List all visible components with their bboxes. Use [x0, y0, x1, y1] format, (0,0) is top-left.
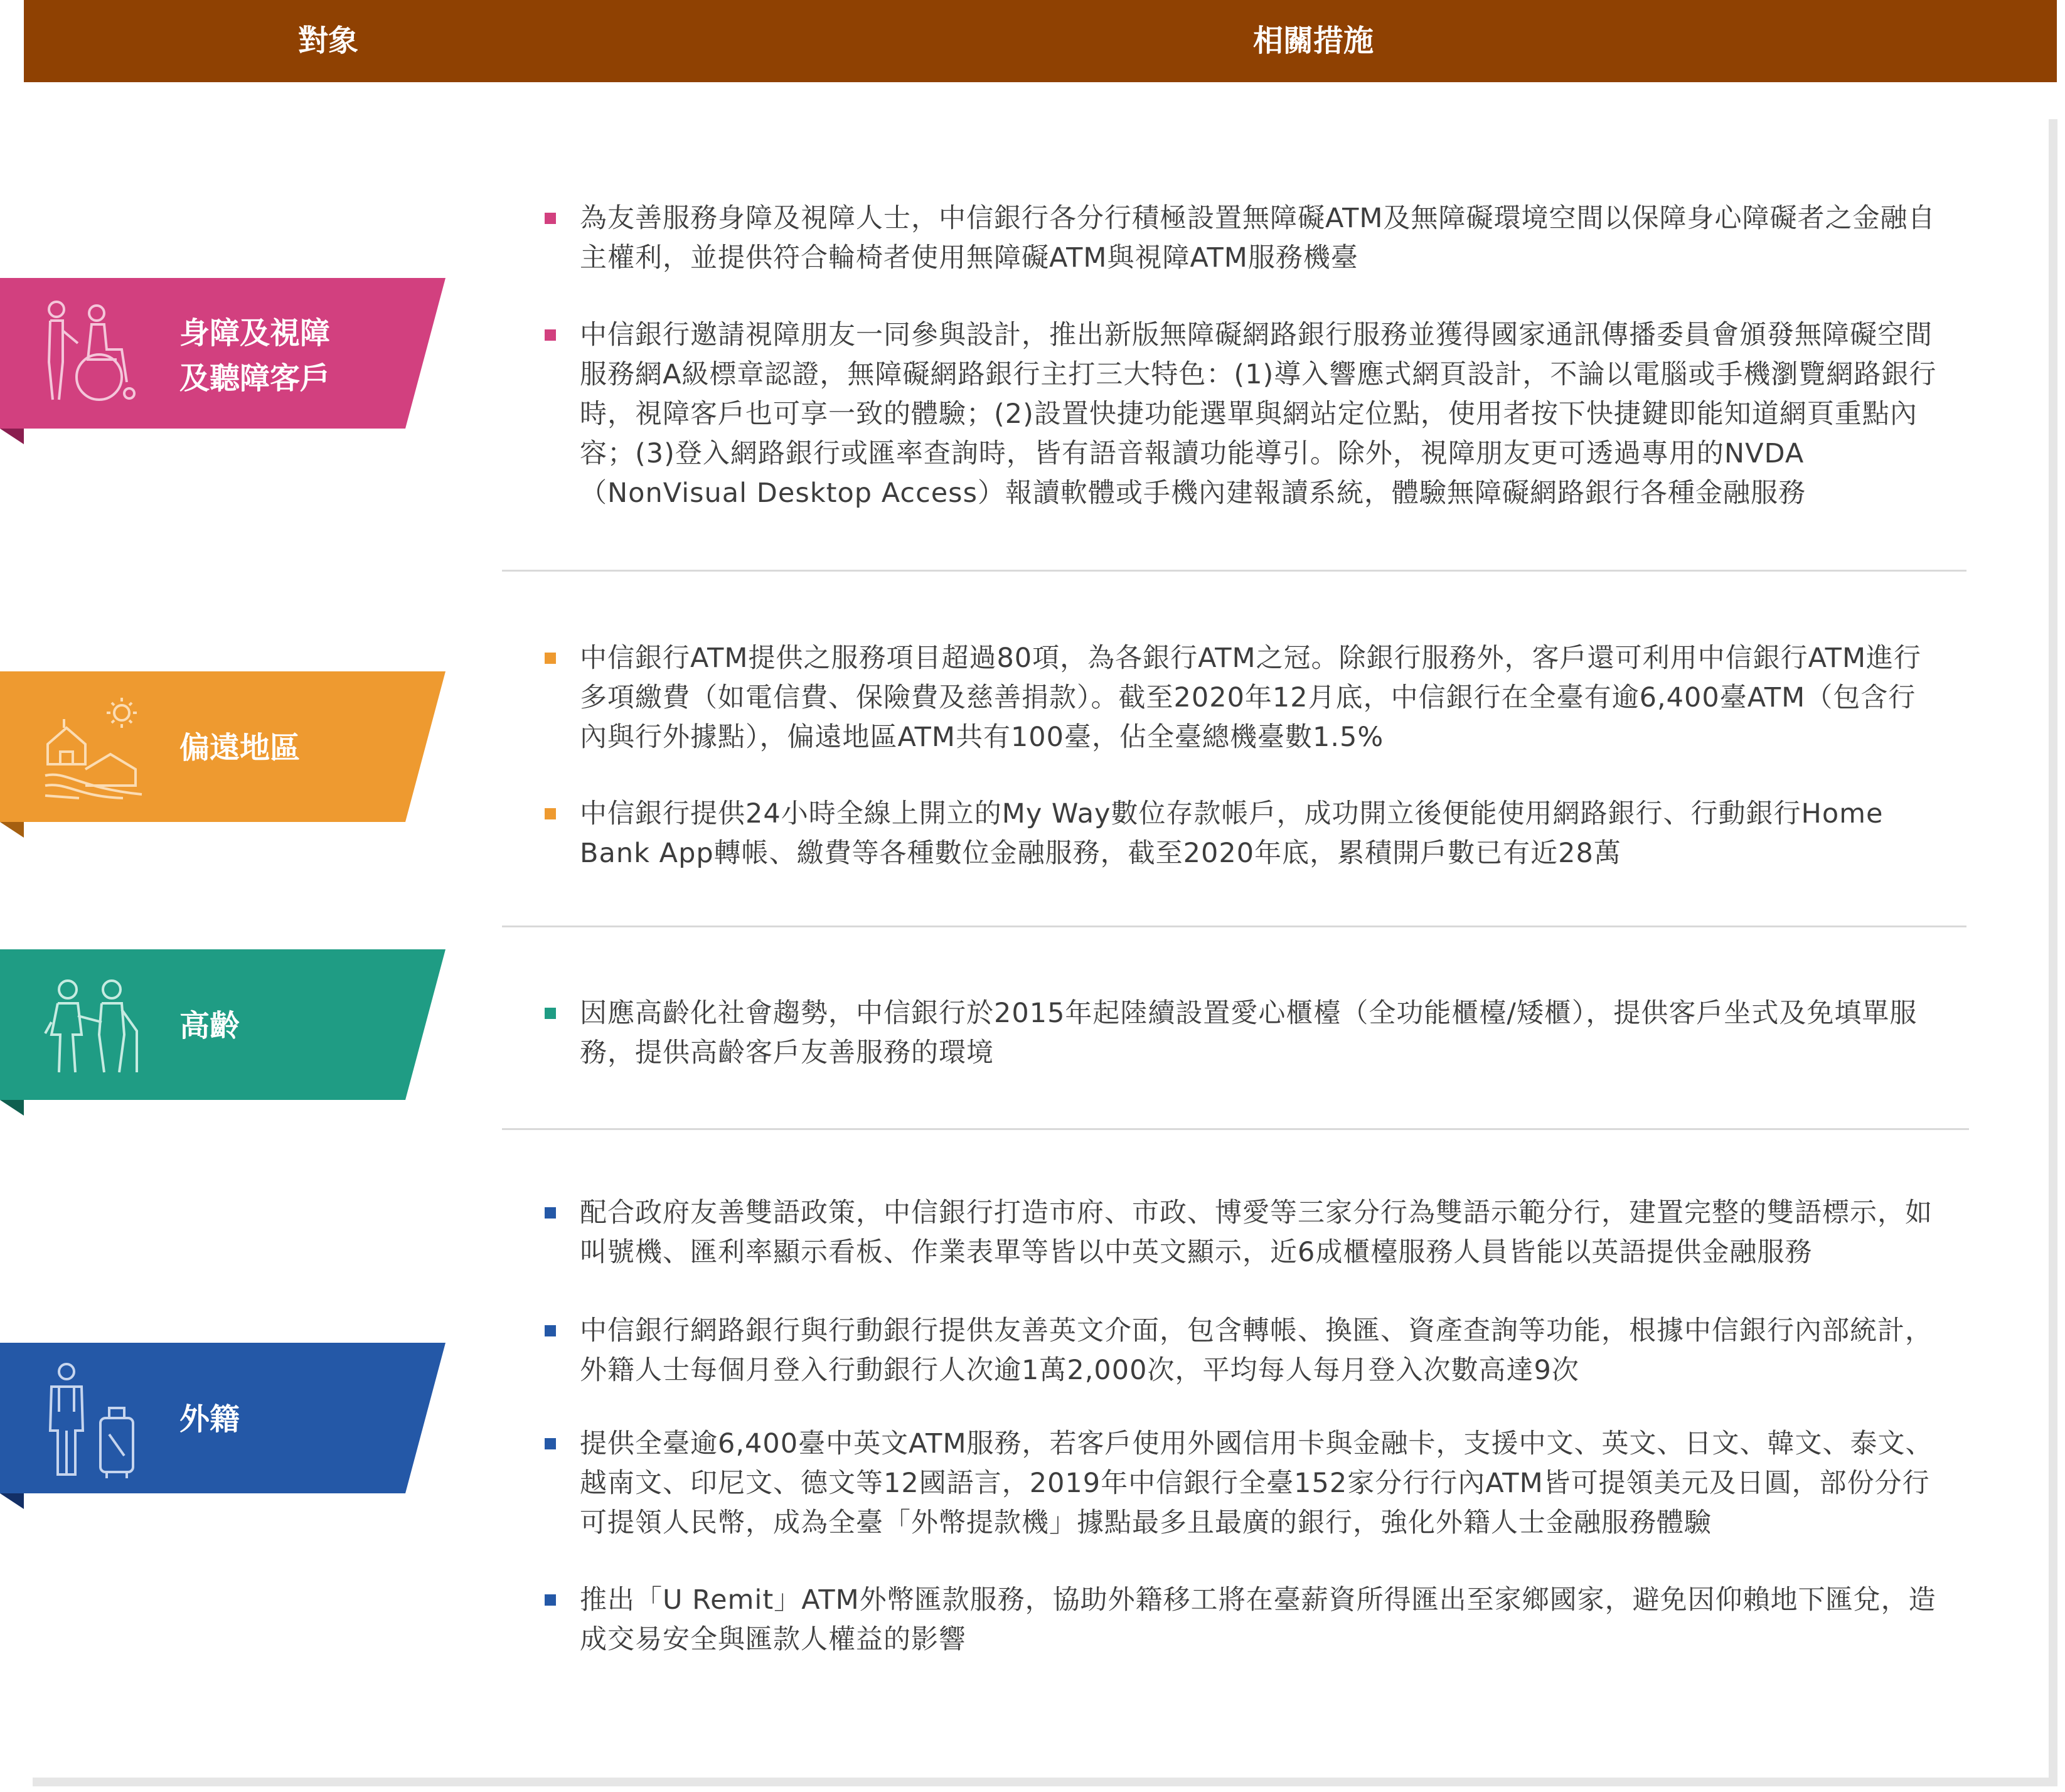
list-item: 配合政府友善雙語政策，中信銀行打造市府、市政、博愛等三家分行為雙語示範分行，建置完整的雙語標示，如叫號機、匯利率顯示看板、作業表單等皆以中英文顯示，近6成櫃檯服務人員皆能以英語提供金融服務: [580, 1197, 1933, 1268]
list-item: 因應高齡化社會趨勢，中信銀行於2015年起陸續設置愛心櫃檯（全功能櫃檯/矮櫃），提供客戶坐式及免填單服務，提供高齡客戶友善服務的環境: [580, 998, 1918, 1069]
bullet-icon: [545, 1325, 556, 1336]
page-shadow-right: [2049, 119, 2057, 1783]
bullet-icon: [545, 808, 556, 819]
banner-label: 身障及視障 及聽障客戶: [179, 316, 331, 396]
banner-disabled: [0, 278, 446, 444]
page-shadow-bottom: [33, 1778, 2057, 1786]
banner-remote: [0, 671, 446, 838]
list-item: 中信銀行提供24小時全線上開立的My Way數位存款帳戶，成功開立後便能使用網路銀行、行動銀行Home Bank App轉帳、繳費等各種數位金融服務，截至2020年底，累積開戶數已有近28萬: [580, 798, 1884, 869]
bullet-icon: [545, 329, 556, 341]
list-item: 推出「U Remit」ATM外幣匯款服務，協助外籍移工將在臺薪資所得匯出至家鄉國家，避免因仰賴地下匯兌，造成交易安全與匯款人權益的影響: [580, 1584, 1936, 1655]
bullet-icon: [545, 1008, 556, 1019]
banner-elderly: [0, 949, 446, 1116]
banner-label: 高齡: [179, 1008, 240, 1043]
bullet-icon: [545, 1207, 556, 1219]
banner-label: 外籍: [179, 1402, 240, 1437]
section-divider: [502, 1128, 1969, 1130]
list-item: 為友善服務身障及視障人士，中信銀行各分行積極設置無障礙ATM及無障礙環境空間以保障身心障礙者之金融自主權利，並提供符合輪椅者使用無障礙ATM與視障ATM服務機臺: [580, 203, 1936, 274]
list-item: 中信銀行網路銀行與行動銀行提供友善英文介面，包含轉帳、換匯、資產查詢等功能，根據中信銀行內部統計，外籍人士每個月登入行動銀行人次逾1萬2,000次，平均每人每月登入次數高達9次: [580, 1315, 1933, 1386]
section-divider: [502, 570, 1966, 572]
banner-label: 偏遠地區: [179, 730, 301, 765]
table-header: [24, 0, 2057, 82]
bullet-icon: [545, 1438, 556, 1449]
list-item: 中信銀行邀請視障朋友一同參與設計，推出新版無障礙網路銀行服務並獲得國家通訊傳播委員會頒發無障礙空間服務網A級標章認證，無障礙網路銀行主打三大特色：(1)導入響應式網頁設計，不論以電腦或手機瀏覽網路銀行時，視障客戶也可享一致的體驗；(2)設置快捷功能選單與網站定位點，使用者按下快捷鍵即能知道網頁重點內容；(3)登入網路銀行或匯率查詢時，皆有語音報讀功能導引。除外，視障朋友更可透過專用的NVDA（NonVisual Desktop Access）報讀軟體或手機內建報讀系統，體驗無障礙網路銀行各種金融服務: [580, 319, 1937, 509]
bullet-icon: [545, 1594, 556, 1606]
bullet-icon: [545, 213, 556, 224]
elderly-couple-icon: [41, 978, 148, 1079]
column-header-target: 對象: [297, 23, 358, 58]
traveler-luggage-icon: [41, 1362, 142, 1481]
bullet-icon: [545, 653, 556, 664]
banner-foreign: [0, 1343, 446, 1509]
list-item: 提供全臺逾6,400臺中英文ATM服務，若客戶使用外國信用卡與金融卡，支援中文、英文、日文、韓文、泰文、越南文、印尼文、德文等12國語言，2019年中信銀行全臺152家分行行內ATM皆可提領美元及日圓，部份分行可提領人民幣，成為全臺「外幣提款機」據點最多且最廣的銀行，強化外籍人士金融服務體驗: [580, 1428, 1933, 1539]
wheelchair-assist-icon: [41, 299, 142, 406]
column-header-measures: 相關措施: [1252, 23, 1374, 58]
list-item: 中信銀行ATM提供之服務項目超過80項，為各銀行ATM之冠。除銀行服務外，客戶還可利用中信銀行ATM進行多項繳費（如電信費、保險費及慈善捐款）。截至2020年12月底，中信銀行在全臺有逾6,400臺ATM（包含行內與行外據點），偏遠地區ATM共有100臺，佔全臺總機臺數1.5%: [580, 643, 1922, 753]
rural-house-icon: [41, 694, 148, 801]
section-divider: [502, 925, 1966, 927]
